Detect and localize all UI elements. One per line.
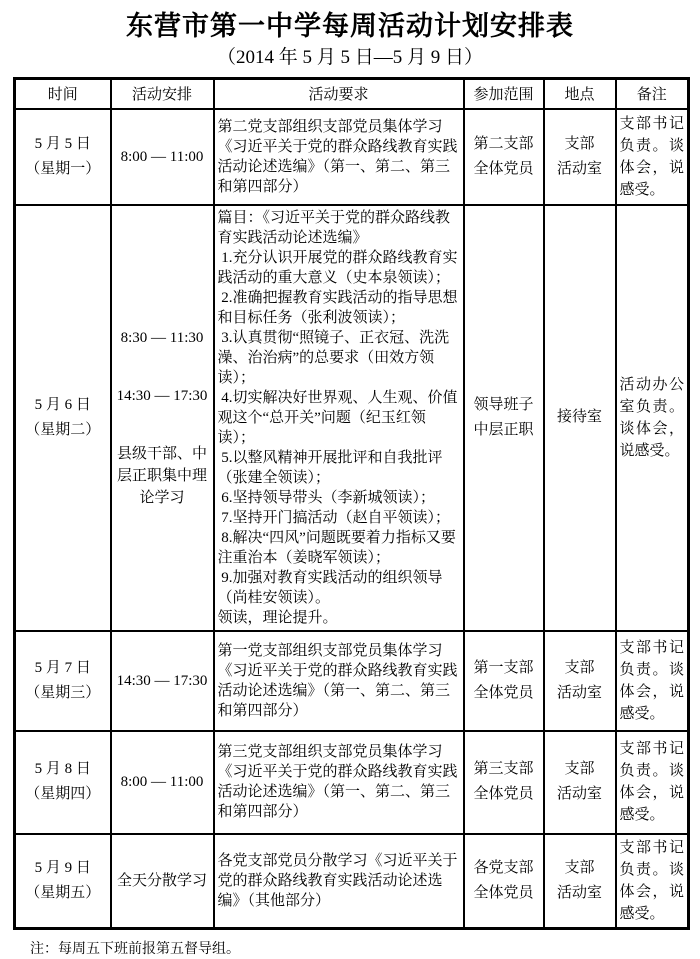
requirement-paragraph: 6.坚持领导带头（李新城领读）；: [217, 489, 436, 506]
scope-cell: [464, 631, 544, 731]
time-cell: [15, 109, 111, 205]
location-line: 支部: [564, 761, 595, 777]
location-cell: [544, 834, 616, 929]
scope-line: 第一支部: [473, 659, 534, 676]
weekly-schedule-table: [13, 77, 690, 930]
location-line: 活动室: [556, 884, 602, 901]
table-row: [15, 731, 689, 834]
requirement-paragraph: 4.切实解决好世界观、人生观、价值观这个“总开关”问题（纪玉红领读）；: [217, 389, 458, 446]
scope-line: 全体党员: [473, 684, 534, 701]
location-cell: [544, 631, 616, 731]
remark-cell: 支部书记负责。谈体会，说感受。: [616, 631, 689, 731]
arrangement-cell: [111, 631, 214, 731]
col-header-location: 地点: [544, 79, 616, 109]
location-line: 接待室: [556, 409, 602, 425]
col-header-requirements: 活动要求: [214, 79, 464, 109]
col-header-scope: 参加范围: [464, 79, 544, 109]
location-line: 支部: [564, 135, 595, 152]
table-row: [15, 109, 689, 205]
arrangement-text: 8:30 — 11:30: [120, 329, 204, 346]
time-cell: [15, 834, 111, 929]
remark-cell: 支部书记负责。谈体会，说感受。: [616, 731, 689, 834]
remark-cell: 支部书记负责。谈体会，说感受。: [616, 834, 689, 929]
requirement-paragraph: 各党支部党员分散学习《习近平关于党的群众路线教育实践活动论述选编》（其他部分）: [217, 852, 458, 909]
scope-line: 全体党员: [473, 786, 534, 802]
arrangement-cell: [111, 109, 214, 205]
location-line: 活动室: [556, 160, 602, 177]
scope-line: 领导班子: [473, 396, 534, 413]
location-line: 支部: [564, 659, 595, 676]
page-subtitle: （2014 年 5 月 5 日—5 月 9 日）: [216, 47, 483, 68]
scope-line: 中层正职: [473, 421, 534, 438]
table-row: [15, 834, 689, 929]
weekday-text: （星期一）: [25, 160, 101, 177]
location-cell: [544, 109, 616, 205]
requirements-cell: [214, 205, 464, 631]
requirement-paragraph: 7.坚持开门搞活动（赵自平领读）；: [217, 509, 451, 526]
requirements-cell: [214, 834, 464, 929]
date-text: 5 月 7 日: [34, 659, 91, 676]
arrangement-text: 8:00 — 11:00: [120, 148, 204, 165]
requirement-paragraph: 5.以整风精神开展批评和自我批评（张建全领读）；: [217, 449, 443, 486]
requirement-paragraph: 第二党支部组织支部党员集体学习《习近平关于党的群众路线教育实践活动论述选编》（第一、第二、第三和第四部分）: [217, 118, 458, 195]
location-line: 活动室: [556, 684, 602, 701]
arrangement-text: 全天分散学习: [116, 872, 207, 889]
page-title: 东营市第一中学每周活动计划安排表: [126, 11, 574, 41]
time-cell: [15, 731, 111, 834]
weekday-text: （星期三）: [25, 684, 101, 701]
col-header-arrangement: 活动安排: [111, 79, 214, 109]
requirements-cell: [214, 109, 464, 205]
date-text: 5 月 8 日: [34, 761, 91, 777]
table-row: [15, 205, 689, 631]
col-header-remark: 备注: [616, 79, 689, 109]
scope-line: 第二支部: [473, 135, 534, 152]
weekday-text: （星期五）: [25, 884, 101, 901]
time-cell: [15, 205, 111, 631]
table-header-row: [15, 79, 689, 109]
requirements-cell: [214, 631, 464, 731]
date-text: 5 月 5 日: [34, 135, 91, 152]
arrangement-text: 14:30 — 17:30: [116, 672, 208, 689]
requirements-cell: [214, 731, 464, 834]
requirement-paragraph: 2.准确把握教育实践活动的指导思想和目标任务（张利波领读）；: [217, 289, 458, 326]
requirement-paragraph: 8.解决“四风”问题既要着力指标又要注重治本（姜晓军领读）；: [217, 529, 456, 566]
remark-cell: 活动办公室负责。谈体会，说感受。: [616, 205, 689, 631]
requirement-paragraph: 3.认真贯彻“照镜子、正衣冠、洗洗澡、治治病”的总要求（田效方领读）；: [217, 329, 450, 386]
location-line: 活动室: [556, 786, 602, 802]
requirement-paragraph: 第三党支部组织支部党员集体学习《习近平关于党的群众路线教育实践活动论述选编》（第一、第二、第三和第四部分）: [217, 744, 458, 820]
arrangement-cell: [111, 834, 214, 929]
location-cell: [544, 731, 616, 834]
requirement-paragraph: 第一党支部组织支部党员集体学习《习近平关于党的群众路线教育实践活动论述选编》（第一、第二、第三和第四部分）: [217, 642, 458, 719]
time-cell: [15, 631, 111, 731]
requirement-paragraph: 9.加强对教育实践活动的组织领导（尚桂安领读）。: [217, 569, 443, 606]
scope-line: 全体党员: [473, 884, 534, 901]
scope-cell: [464, 834, 544, 929]
arrangement-text: 县级干部、中层正职集中理论学习: [116, 445, 207, 506]
arrangement-text: 14:30 — 17:30: [116, 387, 208, 404]
scope-line: 全体党员: [473, 160, 534, 177]
arrangement-text: 8:00 — 11:00: [120, 774, 204, 790]
scope-cell: [464, 109, 544, 205]
scope-line: 各党支部: [473, 859, 534, 876]
weekday-text: （星期四）: [25, 786, 101, 802]
location-line: 支部: [564, 859, 595, 876]
scope-line: 第三支部: [473, 761, 534, 777]
requirement-paragraph: 领读，理论提升。: [217, 609, 338, 626]
date-text: 5 月 9 日: [34, 859, 91, 876]
arrangement-cell: [111, 205, 214, 631]
date-text: 5 月 6 日: [34, 396, 91, 413]
location-cell: [544, 205, 616, 631]
scope-cell: [464, 731, 544, 834]
remark-cell: 支部书记负责。谈体会，说感受。: [616, 109, 689, 205]
scope-cell: [464, 205, 544, 631]
col-header-time: 时间: [15, 79, 111, 109]
table-row: [15, 631, 689, 731]
weekday-text: （星期二）: [25, 421, 101, 438]
requirement-paragraph: 篇目：《习近平关于党的群众路线教育实践活动论述选编》: [217, 209, 451, 246]
arrangement-cell: [111, 731, 214, 834]
footnote: 注：每周五下班前报第五督导组。: [30, 941, 240, 957]
requirement-paragraph: 1.充分认识开展党的群众路线教育实践活动的重大意义（史本泉领读）；: [217, 249, 458, 286]
